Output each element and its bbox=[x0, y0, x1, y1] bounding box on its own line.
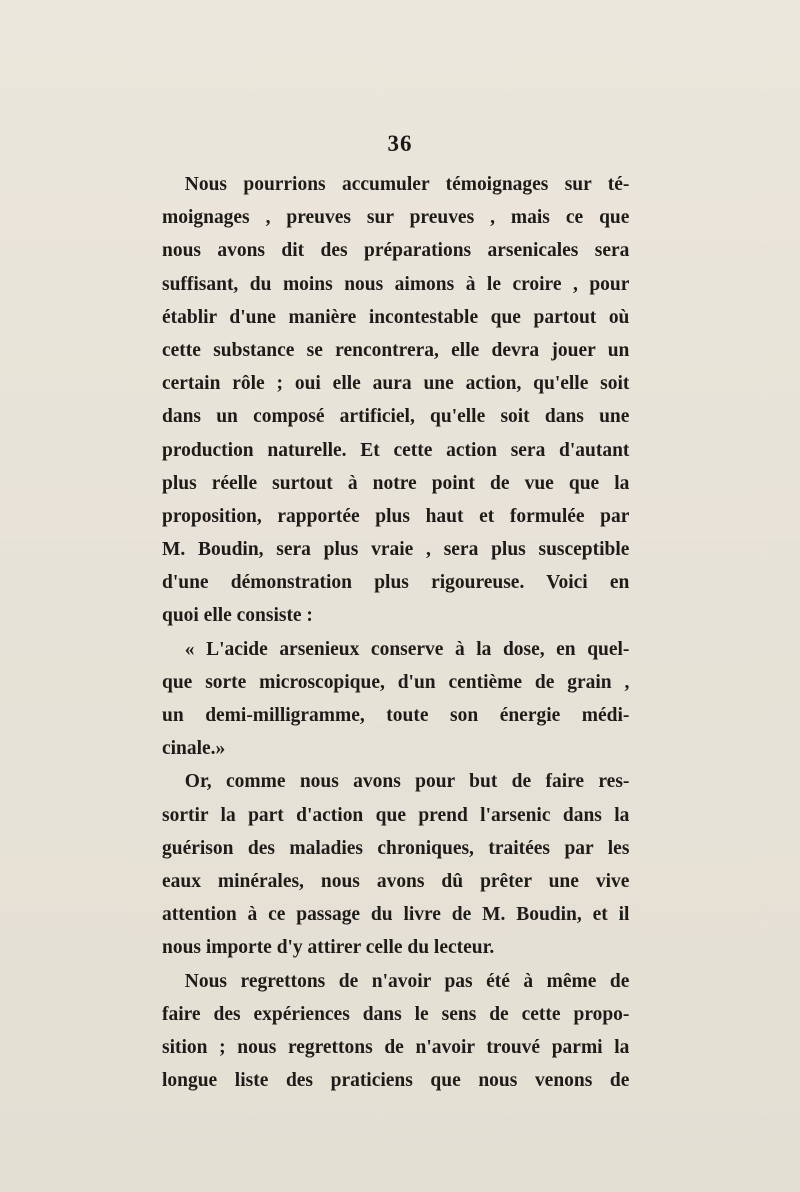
text-line: faire des expériences dans le sens de cette propo- bbox=[162, 1002, 630, 1025]
text-line: proposition, rapportée plus haut et formulée par bbox=[162, 504, 630, 527]
text-line: cette substance se rencontrera, elle devra jouer un bbox=[162, 338, 630, 361]
text-line: que sorte microscopique, d'un centième de grain , bbox=[162, 670, 630, 693]
text-line: M. Boudin, sera plus vraie , sera plus susceptible bbox=[162, 538, 630, 561]
text-line: guérison des maladies chroniques, traitées par les bbox=[162, 836, 630, 859]
text-line: nous importe d'y attirer celle du lecteur. bbox=[162, 936, 495, 959]
text-line: sition ; nous regrettons de n'avoir trouvé parmi la bbox=[162, 1035, 630, 1058]
text-line: nous avons dit des préparations arsenicales sera bbox=[162, 239, 630, 262]
text-line: sortir la part d'action que prend l'arsenic dans la bbox=[162, 803, 630, 826]
text-line: longue liste des praticiens que nous venons de bbox=[162, 1069, 630, 1092]
text-line: quoi elle consiste : bbox=[162, 604, 313, 627]
text-line: moignages , preuves sur preuves , mais ce que bbox=[162, 206, 630, 229]
text-line: production naturelle. Et cette action sera d'autant bbox=[162, 438, 630, 461]
text-line: plus réelle surtout à notre point de vue que la bbox=[162, 471, 630, 494]
text-line: attention à ce passage du livre de M. Boudin, et il bbox=[162, 903, 630, 926]
text-line: « L'acide arsenieux conserve à la dose, en quel- bbox=[184, 637, 630, 660]
body-text bbox=[162, 168, 629, 1097]
text-line: Nous pourrions accumuler témoignages sur té- bbox=[184, 173, 630, 195]
page-number: 36 bbox=[387, 131, 413, 156]
text-line: dans un composé artificiel, qu'elle soit dans une bbox=[162, 405, 630, 428]
text-line: Nous regrettons de n'avoir pas été à même de bbox=[184, 969, 630, 992]
text-line: eaux minérales, nous avons dû prêter une vive bbox=[162, 869, 630, 892]
text-line: d'une démonstration plus rigoureuse. Voici en bbox=[162, 571, 630, 594]
text-line: certain rôle ; oui elle aura une action, qu'elle soit bbox=[162, 372, 630, 395]
text-line: Or, comme nous avons pour but de faire res- bbox=[184, 770, 630, 793]
text-line: un demi-milligramme, toute son énergie médi- bbox=[162, 704, 630, 726]
text-line: suffisant, du moins nous aimons à le croire , pour bbox=[162, 272, 630, 295]
text-line: établir d'une manière incontestable que partout où bbox=[162, 305, 630, 328]
text-line: cinale.» bbox=[162, 737, 226, 760]
